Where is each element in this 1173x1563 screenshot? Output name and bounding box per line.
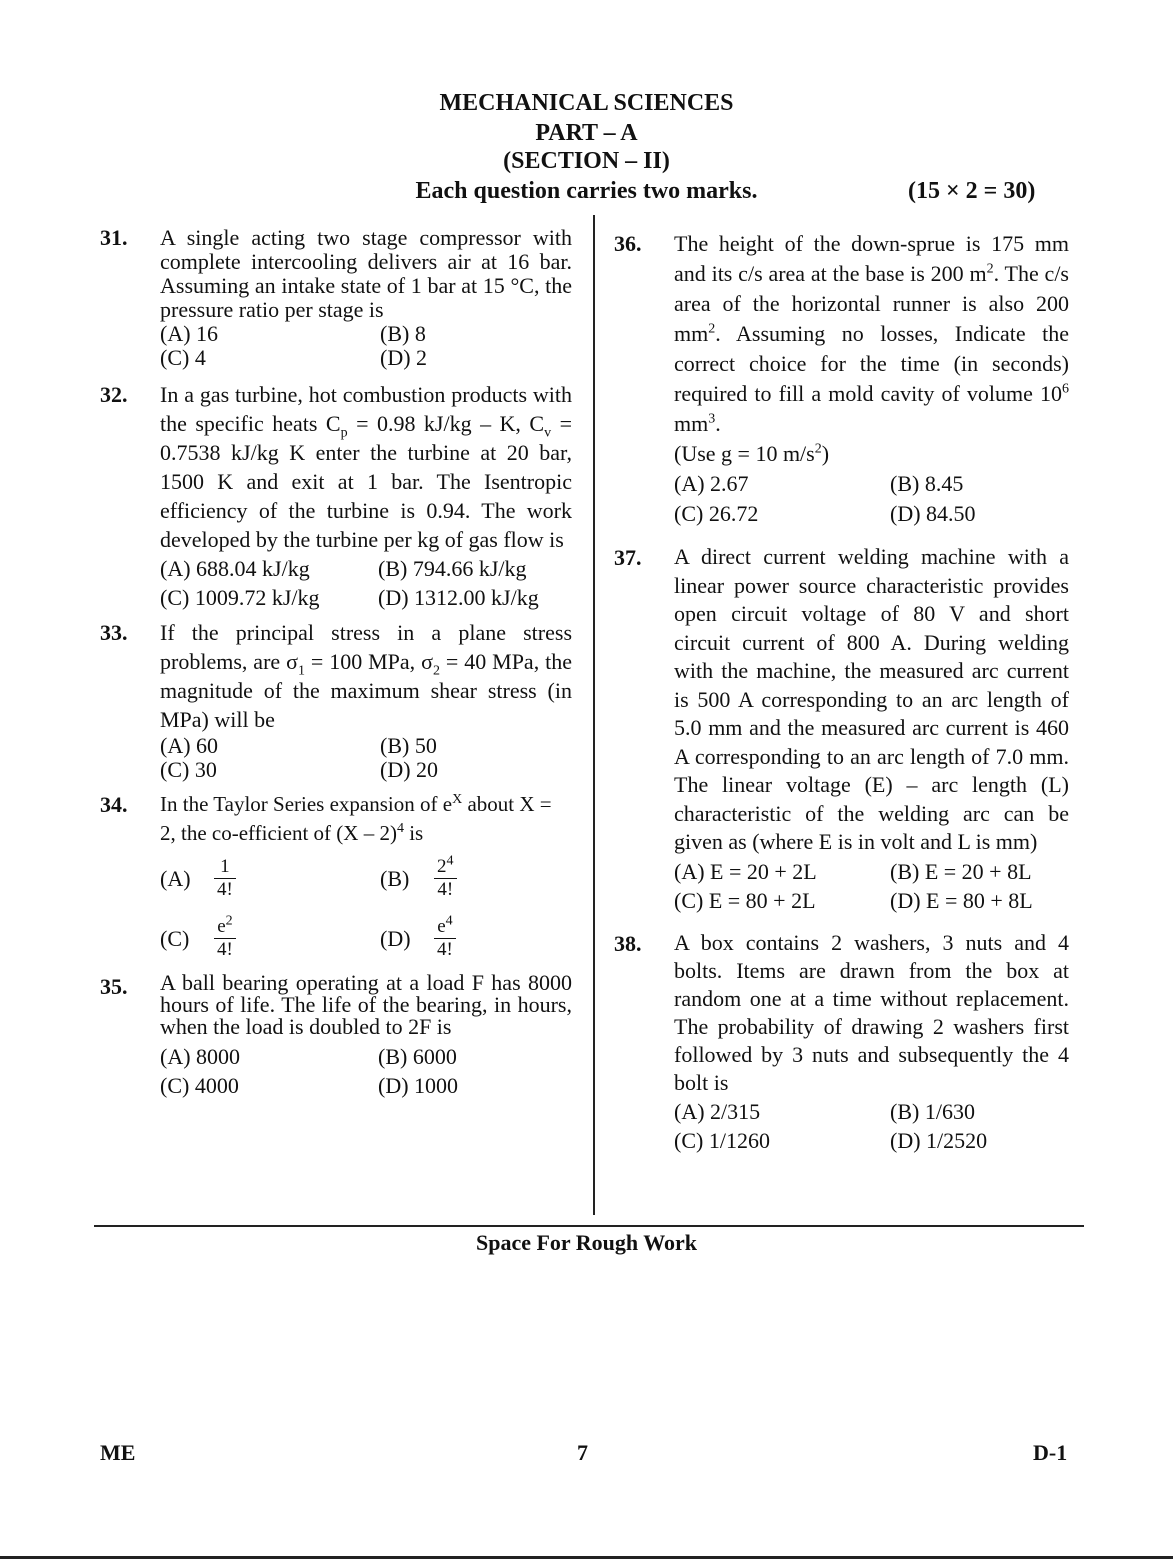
text-segment: mm [674, 411, 709, 436]
option-d[interactable]: (D) 1000 [378, 1073, 459, 1098]
base: e [217, 915, 226, 937]
option-c[interactable]: (C) 26.72 [674, 501, 759, 526]
question-number: 36. [614, 231, 642, 256]
question-37 [614, 543, 1069, 915]
options [674, 469, 1069, 529]
base: 2 [437, 855, 447, 877]
option-c[interactable]: (C) 4000 [160, 1073, 239, 1098]
question-number: 33. [100, 620, 128, 645]
question-number: 32. [100, 382, 128, 407]
options [160, 848, 572, 968]
question-33 [100, 618, 572, 782]
text-segment: . Assuming no losses, Indicate the correct choice for the time (in seconds) required to fill a mold cavity of volume 10 [674, 321, 1069, 406]
question-text: A ball bearing operating at a load F has 8000 hours of life. The life of the bearing, in hours, when the load is doubled to 2F is [160, 970, 572, 1039]
option-a[interactable]: (A) 16 [160, 321, 219, 346]
fraction [214, 913, 236, 961]
numerator: 1 [214, 856, 236, 879]
option-label: (D) [380, 925, 411, 951]
option-d[interactable]: (D) 20 [380, 757, 439, 782]
right-column [614, 229, 1069, 1155]
footer-booklet-code: D-1 [1033, 1440, 1068, 1465]
option-b[interactable]: (B) 6000 [378, 1044, 457, 1069]
option-b[interactable] [380, 848, 572, 908]
instruction-text: Each question carries two marks. [415, 178, 758, 204]
option-c[interactable]: (C) 1009.72 kJ/kg [160, 585, 320, 610]
footer-subject-code: ME [100, 1440, 136, 1465]
options [674, 1097, 1069, 1155]
option-b[interactable]: (B) 8.45 [890, 471, 964, 496]
fraction [434, 913, 456, 961]
question-text [160, 380, 572, 554]
option-a[interactable]: (A) 8000 [160, 1044, 241, 1069]
superscript: 4 [396, 821, 404, 836]
option-c[interactable]: (C) 30 [160, 757, 217, 782]
question-number: 34. [100, 792, 128, 817]
exponent: 2 [225, 913, 233, 929]
numerator [434, 853, 457, 879]
options [674, 857, 1069, 915]
marks-scheme: (15 × 2 = 30) [908, 178, 1036, 204]
denominator: 4! [437, 878, 454, 900]
question-number: 37. [614, 545, 642, 570]
question-number: 38. [614, 930, 642, 956]
text-segment: In a gas turbine, hot combustion products with the specific heats C [160, 382, 572, 436]
bottom-rule [0, 1556, 1173, 1559]
question-32 [100, 380, 572, 612]
option-a[interactable]: (A) 60 [160, 733, 219, 758]
text-segment: In the Taylor Series expansion of e [160, 792, 453, 816]
option-d[interactable]: (D) 84.50 [890, 501, 976, 526]
superscript: 2 [814, 441, 822, 457]
left-column [100, 226, 572, 1100]
fraction [214, 856, 236, 901]
fraction [434, 853, 457, 901]
text-segment: The height of the down-sprue is 175 mm and its c/s area at the base is 200 m [674, 231, 1069, 286]
subscript: p [340, 425, 348, 441]
option-d[interactable]: (D) E = 80 + 8L [890, 887, 1033, 913]
text-segment: is [403, 821, 424, 845]
subject-title: MECHANICAL SCIENCES [439, 90, 734, 116]
text-segment: (Use g = 10 m/s [674, 441, 815, 466]
option-c[interactable] [160, 908, 380, 968]
option-a[interactable]: (A) 2/315 [674, 1098, 761, 1124]
option-a[interactable]: (A) 688.04 kJ/kg [160, 556, 310, 581]
question-text: A box contains 2 washers, 3 nuts and 4 bolts. Items are drawn from the box at random one at a time without replacement. The probability of drawing 2 washers first followed by 3 nuts and subsequently the 4 bolt is [674, 929, 1069, 1095]
text-segment: = 40 MPa, the magnitude of the maximum shear stress (in MPa) will be [160, 649, 572, 732]
numerator [214, 913, 236, 939]
question-text [674, 229, 1069, 439]
options [160, 322, 572, 370]
text-segment: . [715, 411, 721, 436]
subscript: 1 [297, 663, 305, 679]
question-35 [100, 972, 572, 1100]
superscript: X [452, 792, 463, 807]
column-divider [593, 215, 595, 1215]
option-a[interactable]: (A) 2.67 [674, 471, 749, 496]
superscript: 6 [1062, 381, 1069, 397]
option-d[interactable]: (D) 1/2520 [890, 1127, 988, 1153]
page-number: 7 [577, 1440, 588, 1465]
option-a[interactable] [160, 848, 380, 908]
question-text: A direct current welding machine with a linear power source characteristic provides open circuit voltage of 80 V and short circuit current of 800 A. During welding with the machine, the measured arc current is 500 A corresponding to an arc length of 5.0 mm and the measured arc current is 460 A corresponding to an arc length of 7.0 mm. The linear voltage (E) – arc length (L) characteristic of the welding arc can be given as (where E is in volt and L is mm) [674, 544, 1069, 854]
option-b[interactable]: (B) E = 20 + 8L [890, 858, 1032, 884]
superscript: 3 [708, 411, 716, 427]
text-segment: ) [821, 441, 830, 466]
question-36 [614, 229, 1069, 529]
text-segment: = 100 MPa, σ [304, 649, 433, 674]
question-text [160, 790, 572, 848]
text-segment: . The c/s area of the horizontal runner is also 200 mm [674, 261, 1069, 346]
option-label: (B) [380, 865, 410, 891]
question-38 [614, 929, 1069, 1155]
option-c[interactable]: (C) E = 80 + 2L [674, 887, 816, 913]
options [160, 734, 572, 782]
numerator [434, 913, 456, 939]
option-b[interactable]: (B) 8 [380, 321, 426, 346]
rough-work-label: Space For Rough Work [475, 1230, 698, 1255]
section-title: (SECTION – II) [503, 148, 670, 174]
subscript: 2 [432, 663, 440, 679]
text-segment: about X = 2, the co-efficient of (X – 2) [160, 792, 552, 845]
text-segment: If the principal stress in a plane stress problems, are σ [160, 620, 572, 674]
superscript: 2 [708, 321, 716, 337]
options [160, 554, 572, 612]
given-value [674, 439, 1069, 469]
option-d[interactable]: (D) 2 [380, 345, 428, 370]
question-text [160, 618, 572, 734]
question-31 [100, 226, 572, 370]
option-d[interactable] [380, 908, 572, 968]
option-d[interactable]: (D) 1312.00 kJ/kg [378, 585, 539, 610]
option-label: (C) [160, 925, 190, 951]
question-number: 35. [100, 974, 128, 999]
question-text: A single acting two stage compressor with complete intercooling delivers air at 16 bar. Assuming an intake state of 1 bar at 15 °C, the pressure ratio per stage is [160, 225, 572, 322]
subscript: v [544, 425, 552, 441]
section-rule [94, 1225, 1084, 1227]
exponent: 4 [446, 853, 454, 869]
base: e [437, 915, 446, 937]
question-number: 31. [100, 225, 128, 250]
exponent: 4 [445, 913, 453, 929]
denominator: 4! [217, 938, 233, 960]
question-34 [100, 790, 572, 968]
text-segment: = 0.98 kJ/kg – K, C [347, 411, 545, 436]
option-c[interactable]: (C) 4 [160, 345, 206, 370]
denominator: 4! [217, 878, 233, 900]
denominator: 4! [437, 938, 453, 960]
option-b[interactable]: (B) 794.66 kJ/kg [378, 556, 527, 581]
option-b[interactable]: (B) 1/630 [890, 1098, 975, 1124]
option-a[interactable]: (A) E = 20 + 2L [674, 858, 817, 884]
option-b[interactable]: (B) 50 [380, 733, 437, 758]
option-label: (A) [160, 865, 191, 891]
options [160, 1042, 572, 1100]
text-segment: = 0.7538 kJ/kg K enter the turbine at 20 bar, 1500 K and exit at 1 bar. The Isentropic efficiency of the turbine is 0.94. The work developed by the turbine per kg of gas flow is [160, 411, 572, 552]
superscript: 2 [986, 261, 994, 277]
part-title: PART – A [535, 120, 638, 146]
option-c[interactable]: (C) 1/1260 [674, 1127, 770, 1153]
